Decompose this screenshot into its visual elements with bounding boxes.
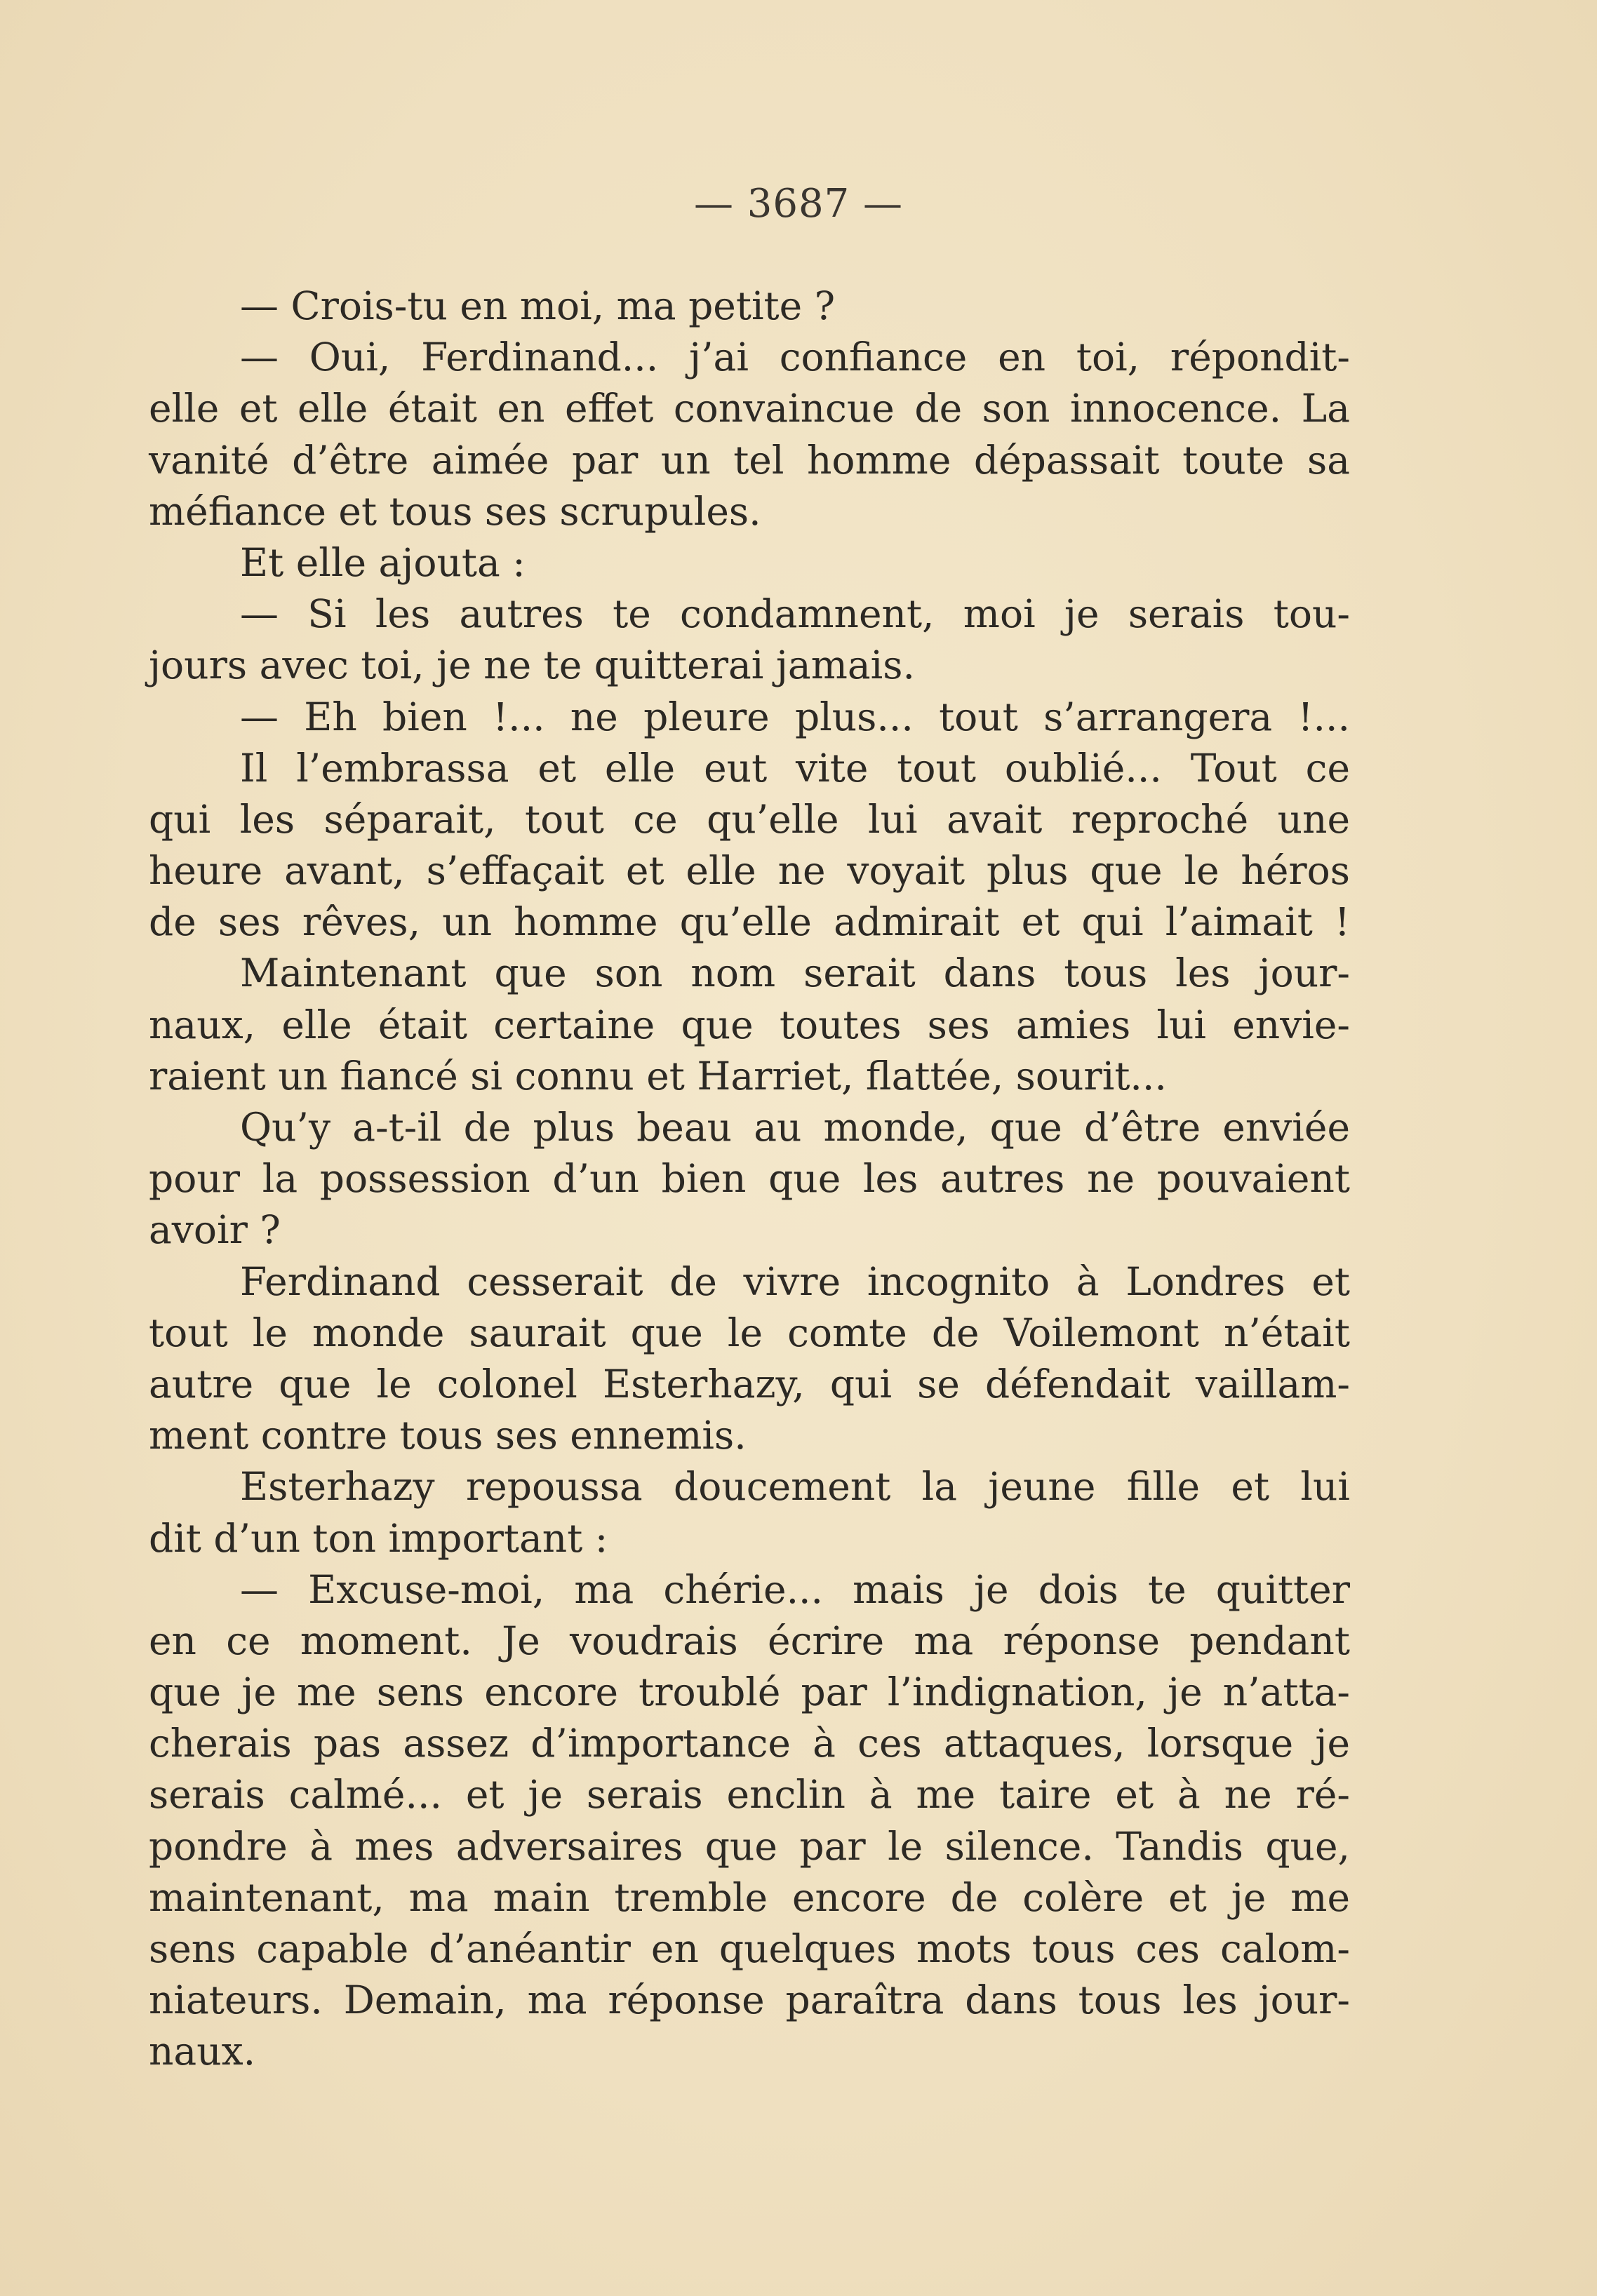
text-line: elle et elle était en effet convaincue de son innocence. La [149,386,1350,431]
text-line: Maintenant que son nom serait dans tous les jour- [240,951,1350,996]
text-line: serais calmé... et je serais enclin à me taire et à ne ré- [149,1772,1350,1818]
text-line: jours avec toi, je ne te quitterai jamais. [149,643,915,688]
text-line: que je me sens encore troublé par l’indignation, je n’atta- [149,1670,1350,1715]
text-line: Esterhazy repoussa doucement la jeune fille et lui [240,1464,1350,1510]
text-line: sens capable d’anéantir en quelques mots tous ces calom- [149,1926,1350,1971]
text-line: — Crois-tu en moi, ma petite ? [240,283,836,328]
text-line: — Oui, Ferdinand... j’ai confiance en toi, répondit- [240,335,1350,380]
text-line: avoir ? [149,1207,281,1253]
text-line: niateurs. Demain, ma réponse paraîtra dans tous les jour- [149,1978,1350,2023]
text-line: heure avant, s’effaçait et elle ne voyait plus que le héros [149,848,1350,894]
text-line: naux, elle était certaine que toutes ses amies lui envie- [149,1002,1350,1047]
text-line: naux. [149,2029,256,2074]
text-line: Qu’y a-t-il de plus beau au monde, que d’être enviée [240,1105,1350,1150]
text-line: Ferdinand cesserait de vivre incognito à Londres et [240,1258,1350,1304]
text-line: raient un fiancé si connu et Harriet, flattée, sourit... [149,1053,1167,1099]
text-line: — Eh bien !... ne pleure plus... tout s’arrangera !... [240,694,1350,739]
text-line: pondre à mes adversaires que par le silence. Tandis que, [149,1823,1350,1869]
text-line: en ce moment. Je voudrais écrire ma réponse pendant [149,1618,1350,1663]
text-line: Il l’embrassa et elle eut vite tout oublié... Tout ce [240,745,1350,791]
text-line: — Excuse-moi, ma chérie... mais je dois te quitter [240,1566,1350,1612]
body-text [149,281,1350,2078]
text-line: Et elle ajouta : [240,539,526,585]
text-line: dit d’un ton important : [149,1515,608,1561]
text-line: cherais pas assez d’importance à ces attaques, lorsque je [149,1721,1350,1766]
text-line: pour la possession d’un bien que les autres ne pouvaient [149,1156,1350,1202]
text-line: méfiance et tous ses scrupules. [149,488,761,534]
page-number: — 3687 — [693,181,904,227]
text-line: qui les séparait, tout ce qu’elle lui avait reproché une [149,796,1350,842]
text-line: tout le monde saurait que le comte de Voilemont n’était [149,1310,1350,1355]
text-line: de ses rêves, un homme qu’elle admirait et qui l’aimait ! [149,899,1350,945]
text-line: autre que le colonel Esterhazy, qui se défendait vaillam- [149,1361,1350,1407]
text-line: maintenant, ma main tremble encore de colère et je me [149,1874,1350,1920]
text-line: — Si les autres te condamnent, moi je serais tou- [240,591,1350,637]
text-line: ment contre tous ses ennemis. [149,1413,747,1458]
text-line: vanité d’être aimée par un tel homme dépassait toute sa [149,437,1350,483]
